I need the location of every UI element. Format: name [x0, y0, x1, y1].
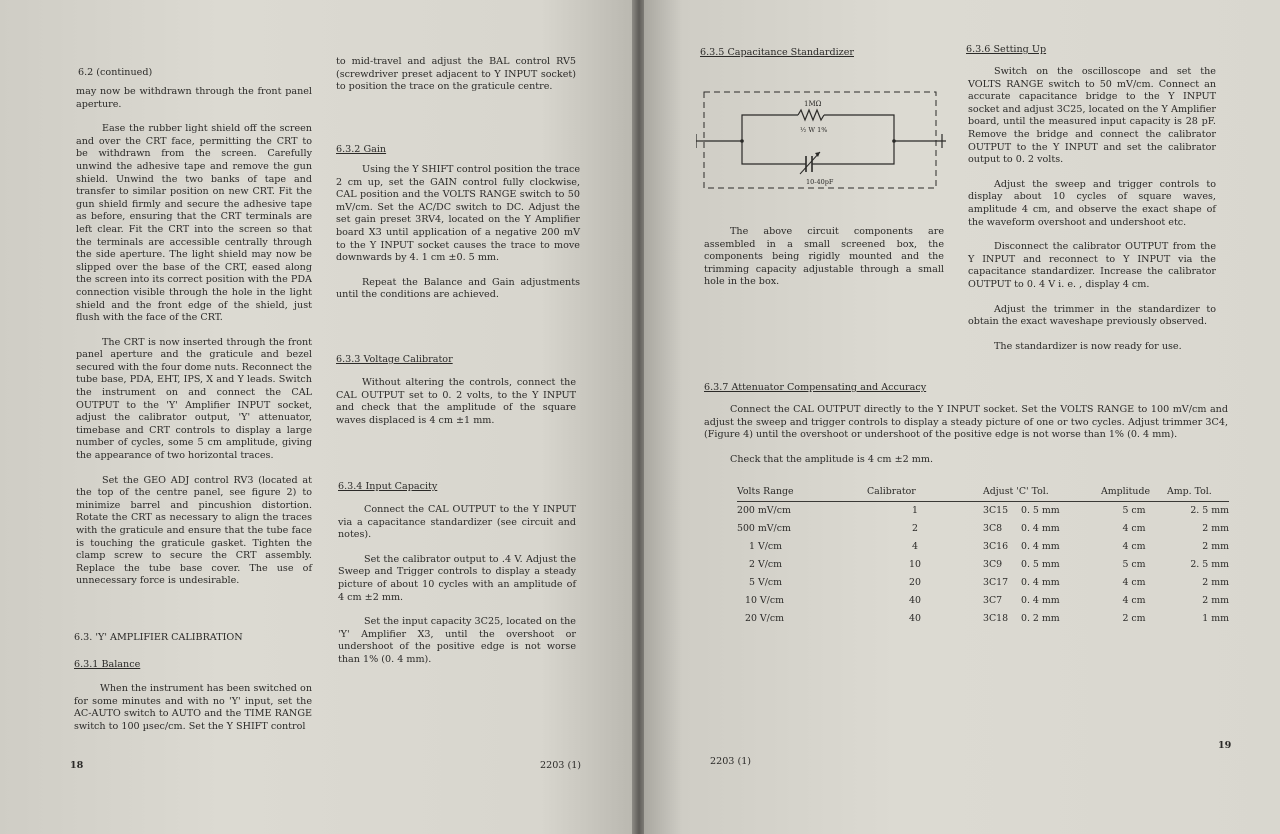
cell-c-tolerance: 0. 4 mm [1021, 541, 1060, 552]
paragraph: Connect the CAL OUTPUT directly to the Y INPUT socket. Set the VOLTS RANGE to 100 mV/cm and adjust the sweep and trigger controls to display a steady picture of one or two cycles. Adjust trimmer 3C4, (Figure 4) until the overshoot or undershoot of the positive edge is not worse than 1% (0. 4 mm). [704, 404, 1228, 441]
heading-voltage-calibrator: 6.3.3 Voltage Calibrator [336, 354, 453, 365]
paragraph: When the instrument has been switched on for some minutes and with no 'Y' input, set the AC-AUTO switch to AUTO and the TIME RANGE switch to 100 µsec/cm. Set the Y SHIFT control [74, 683, 312, 732]
paragraph: Ease the rubber light shield off the screen and over the CRT face, permitting the CRT to be withdrawn from the screen. Carefully unwind the adhesive tape and remove the gun shield. Unwind the two banks of tape and transfer to similar position on new CRT. Fit the gun shield firmly and secure the adhesive tape as before, ensuring that the CRT terminals are left clear. Fit the CRT into the screen so that the terminals are accessible centrally through the side aperture. The light shield may now be slipped over the base of the CRT, eased along the screen into its correct position with the PDA connection visible through the hole in the light shield and the front edge of the shield, just flush with the face of the CRT. [76, 123, 312, 324]
column-header: Calibrator [867, 486, 963, 502]
left-column [76, 86, 312, 600]
cell-capacitor: 3C9 [983, 559, 1003, 570]
paragraph: Set the calibrator output to .4 V. Adjust the Sweep and Trigger controls to display a steady picture of about 10 cycles with an amplitude of 4 cm ±2 mm. [338, 553, 576, 603]
attenuator-table [737, 486, 1229, 628]
cell-amplitude: 4 cm [1122, 595, 1146, 606]
input-capacity-text [338, 504, 576, 679]
paragraph: Repeat the Balance and Gain adjustments until the conditions are achieved. [336, 276, 580, 301]
cell-volts-range: 2 V/cm [749, 559, 783, 570]
heading-capacitance-standardizer: 6.3.5 Capacitance Standardizer [700, 47, 854, 58]
cell-calibrator: 40 [909, 613, 921, 624]
table-row [737, 502, 1229, 521]
paragraph: Disconnect the calibrator OUTPUT from the Y INPUT and reconnect to Y INPUT via the capacitance standardizer. Increase the calibrator OUTPUT to 0. 4 V i. e. , display 4 cm. [968, 241, 1216, 290]
setting-up-text [968, 66, 1216, 365]
cell-amp-tolerance: 2 mm [1202, 541, 1229, 552]
cell-calibrator: 40 [909, 595, 921, 606]
paragraph: Check that the amplitude is 4 cm ±2 mm. [730, 453, 934, 465]
capacitor-wire-right [812, 141, 894, 164]
cell-amplitude: 4 cm [1122, 577, 1146, 588]
table-row [737, 556, 1229, 574]
paragraph: Connect the CAL OUTPUT to the Y INPUT via a capacitance standardizer (see circuit and notes). [338, 504, 576, 541]
paragraph: The CRT is now inserted through the front panel aperture and the graticule and bezel secured with the four dome nuts. Reconnect the tube base, PDA, EHT, IPS, X and Y leads. Switch the instrument on and connect the CAL OUTPUT to the 'Y' Amplifier INPUT socket, adjust the calibrator output, 'Y' attenuator, timebase and CRT controls to display a large number of cycles, some 5 cm amplitude, giving the appearance of two horizontal traces. [76, 336, 312, 462]
heading-input-capacity: 6.3.4 Input Capacity [338, 481, 438, 492]
cell-capacitor: 3C16 [983, 541, 1009, 552]
cell-volts-range: 1 V/cm [749, 541, 783, 552]
heading-gain: 6.3.2 Gain [336, 144, 387, 155]
cell-volts-range: 5 V/cm [749, 577, 783, 588]
circuit-notes [704, 226, 944, 301]
resistor-symbol [798, 110, 824, 120]
cell-capacitor: 3C15 [983, 505, 1009, 516]
left-page [0, 0, 636, 834]
cell-amplitude: 2 cm [1122, 613, 1146, 624]
cell-volts-range: 500 mV/cm [737, 523, 791, 534]
table-row [737, 538, 1229, 556]
sub-heading-balance: 6.3.1 Balance [74, 659, 141, 670]
cell-amp-tolerance: 2 mm [1202, 523, 1229, 534]
continued-header: 6.2 (continued) [78, 67, 153, 78]
cell-c-tolerance: 0. 5 mm [1021, 505, 1060, 516]
right-column-top [336, 56, 576, 106]
page-number: 18 [70, 760, 84, 771]
section-heading: 6.3. 'Y' AMPLIFIER CALIBRATION [74, 632, 243, 643]
cell-amplitude: 5 cm [1122, 505, 1146, 516]
paragraph: Set the GEO ADJ control RV3 (located at the top of the centre panel, see figure 2) to minimize barrel and pincushion distortion. Rotate the CRT as necessary to align the traces with the graticule and ensure that the tube face is touching the graticule gasket. Tighten the clamp screw to secure the CRT assembly. Replace the tube base cover. The use of unnecessary force is undesirable. [76, 474, 312, 587]
cell-amplitude: 4 cm [1122, 523, 1146, 534]
attenuator-text [704, 404, 1228, 478]
page-number: 19 [1218, 740, 1232, 751]
cell-c-tolerance: 0. 4 mm [1021, 523, 1060, 534]
cell-capacitor: 3C8 [983, 523, 1003, 534]
column-header: Adjust 'C' Tol. [963, 486, 1101, 502]
cell-capacitor: 3C18 [983, 613, 1009, 624]
paragraph: Adjust the sweep and trigger controls to display about 10 cycles of square waves, amplitude 4 cm, and observe the exact shape of the waveform overshoot and undershoot etc. [968, 178, 1216, 228]
cell-volts-range: 10 V/cm [745, 595, 784, 606]
cell-calibrator: 2 [912, 523, 918, 534]
table-row [737, 610, 1229, 628]
cell-calibrator: 1 [912, 505, 918, 516]
resistor-rating: ½ W 1% [800, 126, 828, 134]
cell-calibrator: 4 [912, 541, 918, 552]
column-header: Amp. Tol. [1167, 486, 1229, 502]
paragraph: Set the input capacity 3C25, located on the 'Y' Amplifier X3, until the overshoot or undershoot of the positive edge is not worse than 1% (0. 4 mm). [338, 616, 576, 665]
table-row [737, 574, 1229, 592]
balance-text [74, 683, 312, 745]
paragraph: to mid-travel and adjust the BAL control RV5 (screwdriver preset adjacent to Y INPUT socket) to position the trace on the graticule centre. [336, 56, 576, 93]
cell-calibrator: 20 [909, 577, 921, 588]
page-footer: 2203 (1) [540, 760, 582, 771]
gain-text [336, 164, 580, 314]
voltage-text [336, 377, 576, 439]
heading-attenuator: 6.3.7 Attenuator Compensating and Accuracy [704, 382, 927, 393]
heading-setting-up: 6.3.6 Setting Up [966, 44, 1047, 55]
cell-amplitude: 5 cm [1122, 559, 1146, 570]
paragraph: may now be withdrawn through the front panel aperture. [76, 86, 312, 110]
paragraph: The standardizer is now ready for use. [994, 340, 1182, 352]
paragraph: Switch on the oscilloscope and set the VOLTS RANGE switch to 50 mV/cm. Connect an accurate capacitance bridge to the Y INPUT socket and adjust 3C25, located on the Y Amplifier board, until the measured input capacity is 28 pF. Remove the bridge and connect the calibrator OUTPUT to the Y INPUT and set the calibrator output to 0. 2 volts. [968, 66, 1216, 166]
resistor-wire-right [824, 115, 894, 141]
cell-capacitor: 3C7 [983, 595, 1003, 606]
paragraph: The above circuit components are assembled in a small screened box, the components being rigidly mounted and the trimming capacity adjustable through a small hole in the box. [704, 226, 944, 288]
column-header: Amplitude [1101, 486, 1167, 502]
capacitor-wire-left [742, 141, 806, 164]
table-row [737, 520, 1229, 538]
resistor-value: 1MΩ [804, 100, 822, 108]
cell-volts-range: 20 V/cm [745, 613, 784, 624]
table-row [737, 592, 1229, 610]
cell-capacitor: 3C17 [983, 577, 1009, 588]
column-header: Volts Range [737, 486, 867, 502]
table-header-row [737, 486, 1229, 502]
paragraph: Using the Y SHIFT control position the trace 2 cm up, set the GAIN control fully clockwise, CAL position and the VOLTS RANGE switch to 50 mV/cm. Set the AC/DC switch to DC. Adjust the set gain preset 3RV4, located on the Y Amplifier board X3 until application of a negative 200 mV to the Y INPUT socket causes the trace to move downwards by 4. 1 cm ±0. 5 mm. [336, 164, 580, 264]
cell-volts-range: 200 mV/cm [737, 505, 791, 516]
table-body [737, 502, 1229, 629]
cell-c-tolerance: 0. 4 mm [1021, 577, 1060, 588]
cell-c-tolerance: 0. 4 mm [1021, 595, 1060, 606]
cell-amp-tolerance: 2 mm [1202, 577, 1229, 588]
cell-amplitude: 4 cm [1122, 541, 1146, 552]
cell-amp-tolerance: 2. 5 mm [1190, 559, 1229, 570]
page-footer: 2203 (1) [710, 756, 752, 767]
capacitance-standardizer-circuit [696, 84, 946, 194]
cell-amp-tolerance: 1 mm [1202, 613, 1229, 624]
paragraph: Adjust the trimmer in the standardizer to obtain the exact waveshape previously observed. [968, 303, 1216, 328]
cell-c-tolerance: 0. 2 mm [1021, 613, 1060, 624]
cell-amp-tolerance: 2. 5 mm [1190, 505, 1229, 516]
paragraph: Without altering the controls, connect the CAL OUTPUT set to 0. 2 volts, to the Y INPUT and check that the amplitude of the square waves displaced is 4 cm ±1 mm. [336, 377, 576, 426]
capacitor-value: 10-40pF [806, 178, 834, 186]
cell-amp-tolerance: 2 mm [1202, 595, 1229, 606]
resistor-wire-left [742, 115, 798, 141]
cell-c-tolerance: 0. 5 mm [1021, 559, 1060, 570]
cell-calibrator: 10 [909, 559, 921, 570]
